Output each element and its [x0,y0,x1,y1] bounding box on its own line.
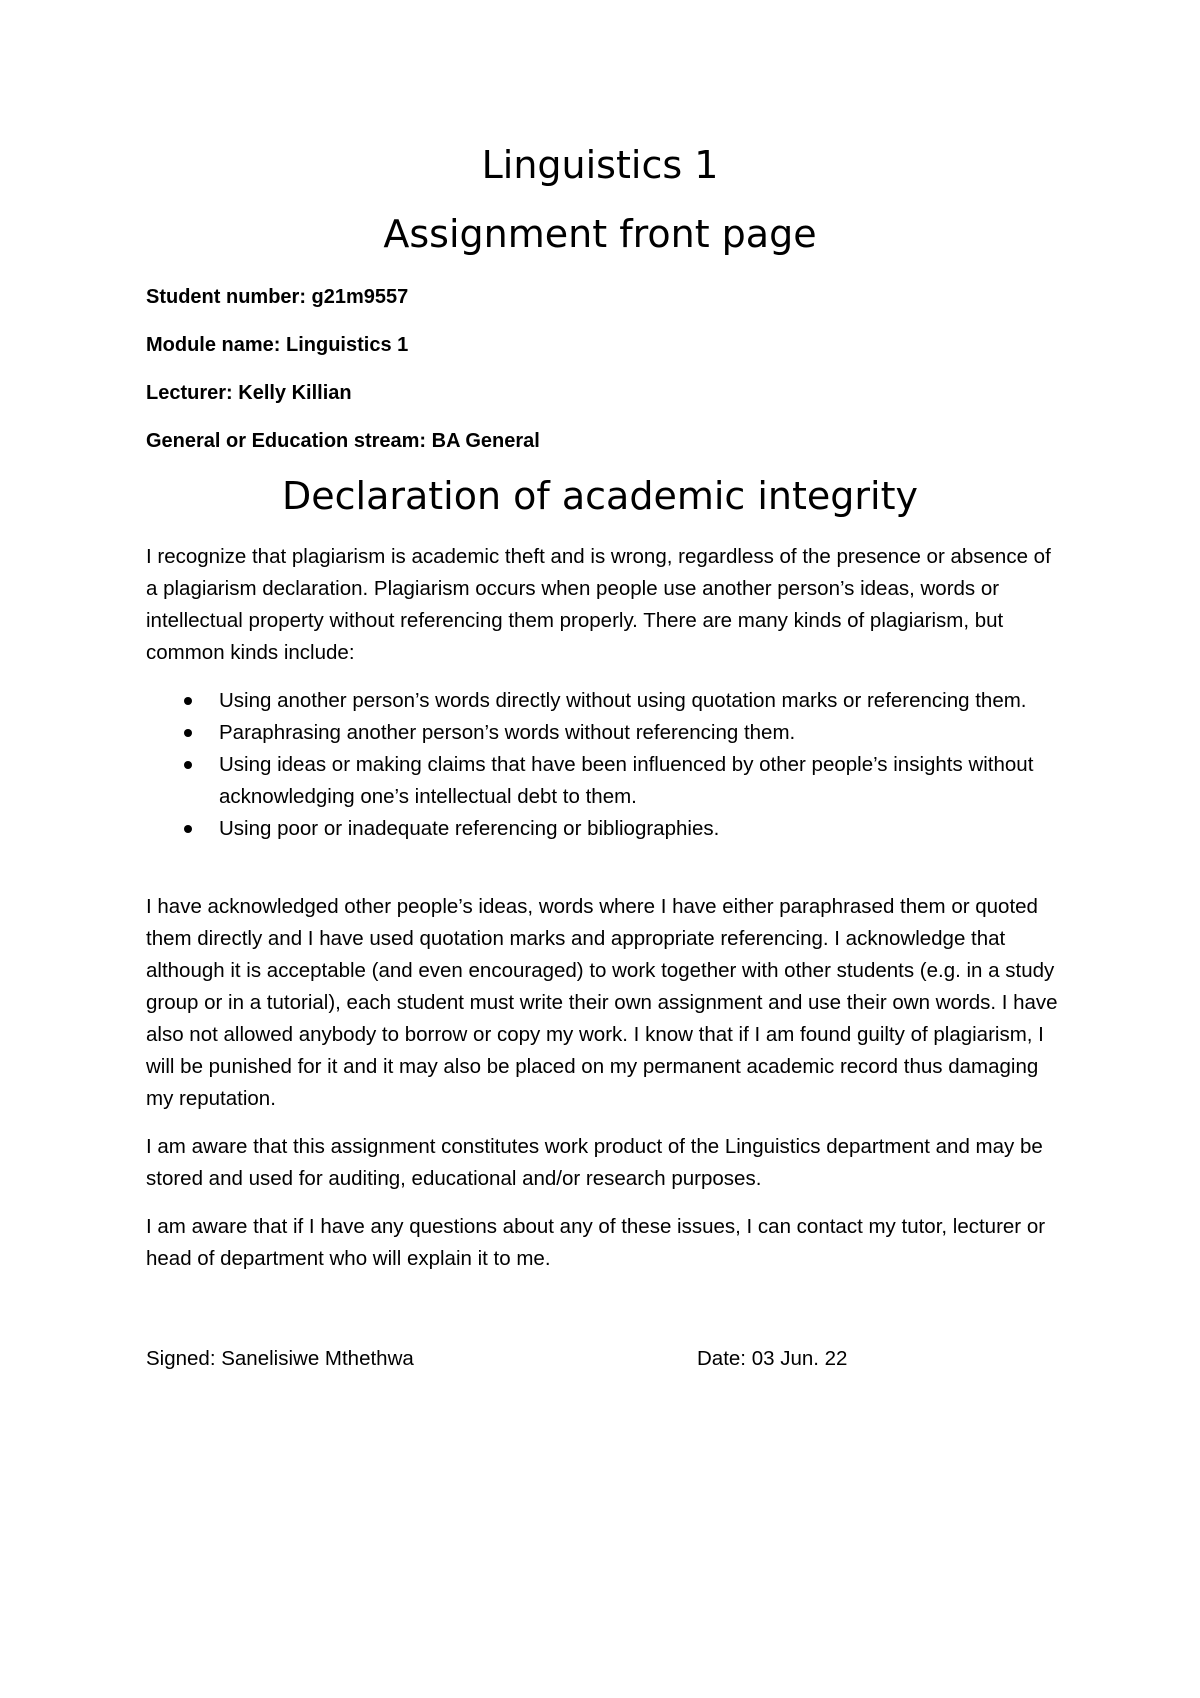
bullet-icon [184,761,192,769]
work-product-paragraph: I am aware that this assignment constitutes work product of the Linguistics department and may be stored and used for auditing, educational and/or research purposes. [146,1135,1043,1190]
bullet-icon [184,729,192,737]
questions-paragraph: I am aware that if I have any questions about any of these issues, I can contact my tutor, lecturer or head of department who will explain it to me. [146,1215,1046,1270]
stream-field: General or Education stream: BA General [146,430,540,452]
declaration-heading: Declaration of academic integrity [282,474,918,518]
bullet-icon [184,697,192,705]
list-item [146,749,1066,813]
list-item-text: Paraphrasing another person’s words without referencing them. [219,721,796,744]
student-number-field: Student number: g21m9557 [146,286,409,308]
module-name-field: Module name: Linguistics 1 [146,334,409,356]
list-item-text: Using ideas or making claims that have been influenced by other people’s insights without acknowledging one’s intellectual debt to them. [219,753,1034,808]
list-item-text: Using poor or inadequate referencing or bibliographies. [219,817,720,840]
plagiarism-kinds-list [146,685,1066,845]
list-item-text: Using another person’s words directly without using quotation marks or referencing them. [219,689,1027,712]
list-item [146,813,1066,845]
list-item [146,685,1066,717]
list-item [146,717,1066,749]
date-line: Date: 03 Jun. 22 [697,1347,848,1370]
document-subtitle: Assignment front page [383,212,817,256]
declaration-intro-paragraph: I recognize that plagiarism is academic theft and is wrong, regardless of the presence or absence of a plagiarism declaration. Plagiarism occurs when people use another person’s ideas, words or intellectual property without referencing them properly. There are many kinds of plagiarism, but common kinds include: [146,545,1051,664]
acknowledgement-paragraph: I have acknowledged other people’s ideas, words where I have either paraphrased them or quoted them directly and I have used quotation marks and appropriate referencing. I acknowledge that although it is acceptable (and even encouraged) to work together with other students (e.g. in a study group or in a tutorial), each student must write their own assignment and use their own words. I have also not allowed anybody to borrow or copy my work. I know that if I am found guilty of plagiarism, I will be punished for it and it may also be placed on my permanent academic record thus damaging my reputation. [146,895,1058,1110]
lecturer-field: Lecturer: Kelly Killian [146,382,352,404]
bullet-icon [184,825,192,833]
signature-line: Signed: Sanelisiwe Mthethwa [146,1347,414,1370]
document-title: Linguistics 1 [481,143,719,187]
